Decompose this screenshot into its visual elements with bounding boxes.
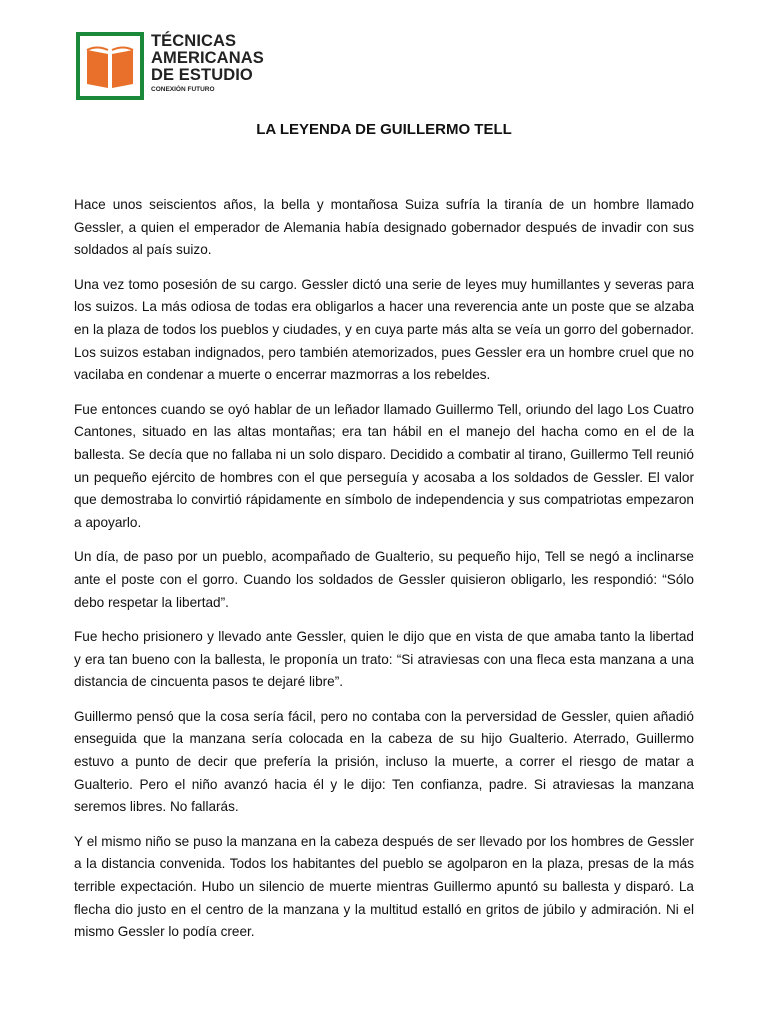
logo-line-3: DE ESTUDIO (151, 66, 253, 84)
paragraph-4: Un día, de paso por un pueblo, acompañado de Gualterio, su pequeño hijo, Tell se negó a inclinarse ante el poste con el gorro. Cuando los soldados de Gessler quisieron obligarlo, les respondió: “Sólo debo respetar la libertad”. (74, 549, 694, 610)
logo-frame (76, 32, 144, 100)
document-body (74, 194, 694, 956)
document-title: LA LEYENDA DE GUILLERMO TELL (256, 121, 512, 138)
paragraph-3: Fue entonces cuando se oyó hablar de un leñador llamado Guillermo Tell, oriundo del lago Los Cuatro Cantones, situado en las altas montañas; era tan hábil en el manejo del hacha como en el de la ballesta. Se decía que no fallaba ni un solo disparo. Decidido a combatir al tirano, Guillermo Tell reunió un pequeño ejército de hombres con el que perseguía y acosaba a los soldados de Gessler. El valor que demostraba lo convirtió rápidamente en símbolo de independencia y sus compatriotas empezaron a apoyarlo. (74, 401, 694, 530)
paragraph-6: Guillermo pensó que la cosa sería fácil, pero no contaba con la perversidad de Gessler, quien añadió enseguida que la manzana sería colocada en la cabeza de su hijo Gualterio. Aterrado, Guillermo estuvo a punto de decir que prefería la prisión, incluso la muerte, a correr el riesgo de matar a Gualterio. Pero el niño avanzó hacia él y le dijo: Ten confianza, padre. Si atraviesas la manzana seremos libres. No fallarás. (74, 708, 694, 815)
paragraph-2: Una vez tomo posesión de su cargo. Gessler dictó una serie de leyes muy humillantes y severas para los suizos. La más odiosa de todas era obligarlos a hacer una reverencia ante un poste que se alzaba en la plaza de todos los pueblos y ciudades, y en cuya parte más alta se veía un gorro del gobernador. Los suizos estaban indignados, pero también atemorizados, pues Gessler era un hombre cruel que no vacilaba en condenar a muerte o encerrar mazmorras a los rebeldes. (74, 276, 694, 383)
paragraph-1: Hace unos seiscientos años, la bella y montañosa Suiza sufría la tiranía de un hombre llamado Gessler, a quien el emperador de Alemania había designado gobernador después de invadir con sus soldados al país suizo. (74, 197, 694, 258)
logo-line-2: AMERICANAS (151, 49, 264, 67)
paragraph-5: Fue hecho prisionero y llevado ante Gessler, quien le dijo que en vista de que amaba tanto la libertad y era tan bueno con la ballesta, le proponía un trato: “Si atraviesas con una fleca esta manzana a una distancia de cincuenta pasos te dejaré libre”. (74, 629, 694, 690)
open-book-icon (84, 44, 136, 90)
logo-tagline: CONEXIÓN FUTURO (151, 86, 215, 93)
logo-wordmark (151, 33, 264, 95)
logo-line-1: TÉCNICAS (151, 32, 237, 50)
brand-logo (76, 32, 264, 100)
paragraph-7: Y el mismo niño se puso la manzana en la cabeza después de ser llevado por los hombres de Gessler a la distancia convenida. Todos los habitantes del pueblo se agolparon en la plaza, presas de la más terrible expectación. Hubo un silencio de muerte mientras Guillermo apuntó su ballesta y disparó. La flecha dio justo en el centro de la manzana y la multitud estalló en gritos de júbilo y admiración. Ni el mismo Gessler lo podía creer. (74, 833, 694, 940)
